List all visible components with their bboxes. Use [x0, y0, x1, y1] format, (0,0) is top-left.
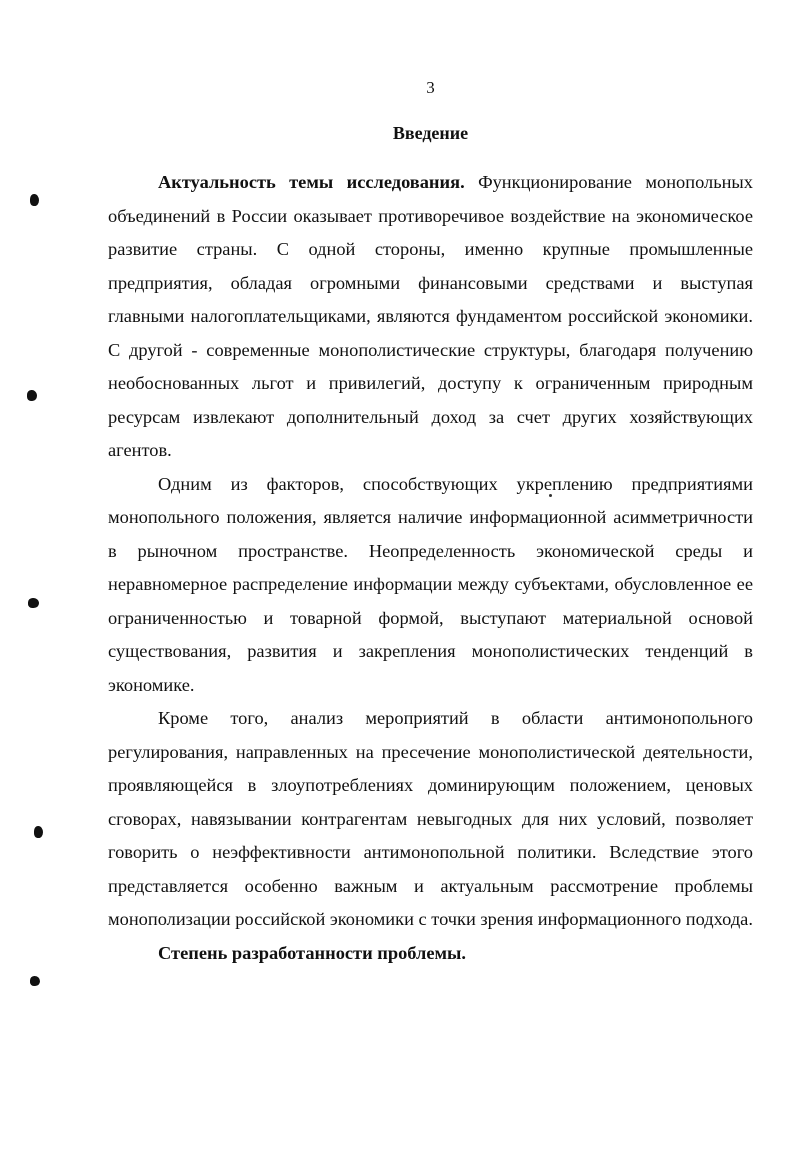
paragraph-2-text: Одним из факторов, способствующих укреплению предприятиями монопольного положения, является наличие информационной асимметричности в рыночном пространстве. Неопределенность экономической среды и неравномерное распределение информации между субъектами, обусловленное ее ограниченностью и товарной формой, выступают материальной основой существования, развития и закрепления монополистических тенденций в экономике.	[108, 473, 753, 695]
paragraph-1	[108, 166, 753, 468]
punch-mark	[30, 976, 40, 986]
paragraph-1-text: Функционирование монопольных объединений в России оказывает противоречивое воздействие на экономическое развитие страны. С одной стороны, именно крупные промышленные предприятия, обладая огромными финансовыми средствами и выступая главными налогоплательщиками, являются фундаментом российской экономики. С другой - современные монополистические структуры, благодаря получению необоснованных льгот и привилегий, доступу к ограниченным природным ресурсам извлекают дополнительный доход за счет других хозяйствующих агентов.	[108, 172, 753, 460]
punch-mark	[28, 598, 39, 608]
body-text	[108, 166, 753, 970]
paragraph-1-lead: Актуальность темы исследования.	[158, 172, 465, 192]
paragraph-2	[108, 468, 753, 703]
paragraph-3-text: Кроме того, анализ мероприятий в области антимонопольного регулирования, направленных на пресечение монополистической деятельности, проявляющейся в злоупотреблениях доминирующим положением, ценовых сговорах, навязывании контрагентам невыгодных для них условий, позволяет говорить о неэффективности антимонопольной политики. Вследствие этого представляется особенно важным и актуальным рассмотрение проблемы монополизации российской экономики с точки зрения информационного подхода.	[108, 708, 753, 929]
page-title: Введение	[392, 123, 469, 143]
punch-mark	[34, 826, 43, 838]
punch-mark	[30, 194, 39, 206]
page-number: 3	[426, 78, 435, 97]
section-title: Степень разработанности проблемы.	[158, 942, 467, 963]
paragraph-3	[108, 702, 753, 937]
punch-mark	[27, 390, 37, 401]
scan-speck	[549, 494, 552, 497]
